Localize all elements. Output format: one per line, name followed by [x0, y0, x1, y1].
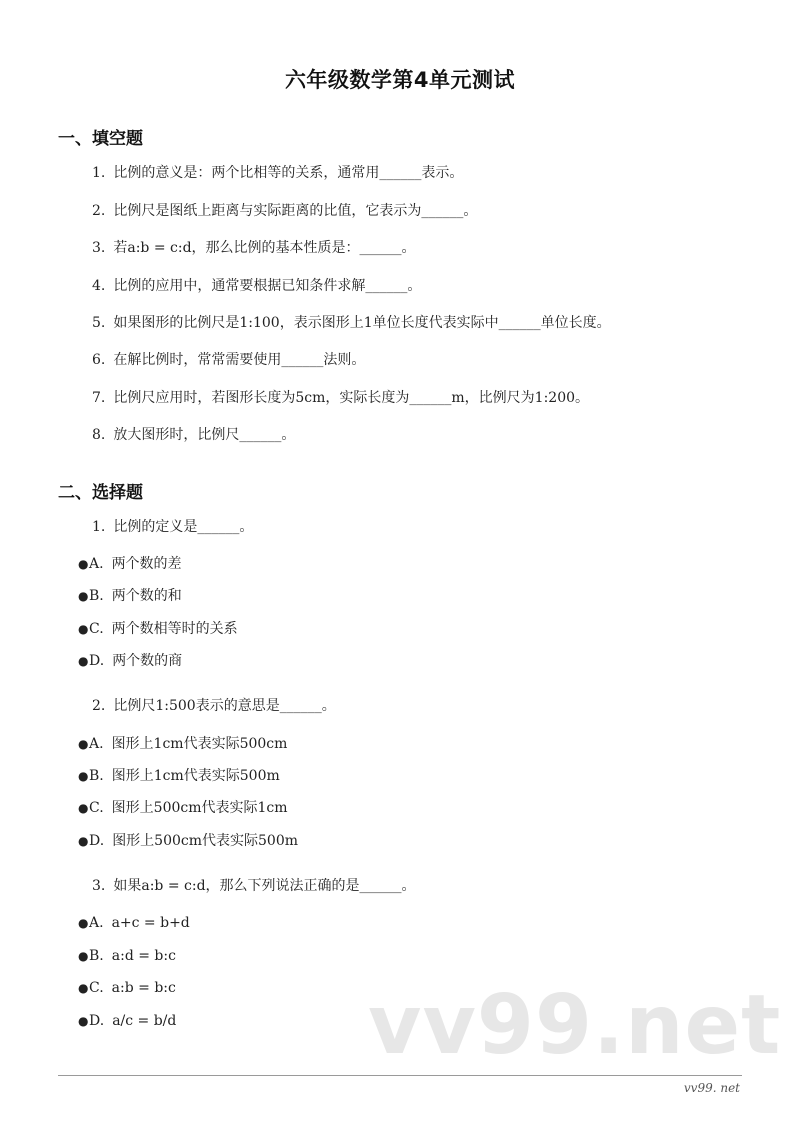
question-number: 1. — [92, 165, 106, 181]
option-text: 两个数的和 — [111, 588, 182, 604]
choice-option — [78, 766, 280, 786]
question-number: 2. — [92, 203, 106, 219]
choice-option — [78, 734, 287, 754]
option-letter: A. — [89, 736, 104, 752]
bullet-icon: ● — [78, 557, 89, 571]
fill-blank-question — [92, 276, 421, 296]
bullet-icon: ● — [78, 916, 89, 930]
question-text: 若a:b = c:d，那么比例的基本性质是：______。 — [113, 240, 416, 256]
footer-site-label: vv99. net — [683, 1081, 740, 1095]
question-text: 比例尺1:500表示的意思是______。 — [113, 698, 336, 714]
choice-option — [78, 651, 182, 671]
question-number: 1. — [92, 519, 106, 535]
option-letter: C. — [89, 800, 104, 816]
choice-option — [78, 1011, 176, 1031]
choice-option — [78, 913, 190, 933]
question-number: 7. — [92, 390, 106, 406]
option-letter: A. — [89, 556, 104, 572]
option-letter: D. — [89, 833, 105, 849]
fill-blank-question — [92, 201, 477, 221]
bullet-icon: ● — [78, 834, 89, 848]
choice-option — [78, 798, 288, 818]
option-letter: B. — [89, 948, 104, 964]
option-letter: A. — [89, 915, 104, 931]
fill-blank-question — [92, 350, 365, 370]
question-number: 6. — [92, 352, 106, 368]
question-number: 4. — [92, 278, 106, 294]
option-letter: C. — [89, 980, 104, 996]
bullet-icon: ● — [78, 949, 89, 963]
question-text: 比例尺是图纸上距离与实际距离的比值，它表示为______。 — [113, 203, 478, 219]
option-text: 图形上1cm代表实际500cm — [111, 736, 288, 752]
question-text: 比例的定义是______。 — [113, 519, 254, 535]
fill-blank-question — [92, 388, 589, 408]
option-text: 图形上500cm代表实际500m — [112, 833, 299, 849]
fill-blank-question — [92, 238, 416, 258]
choice-question — [92, 876, 416, 896]
fill-blank-question — [92, 313, 611, 333]
option-text: 两个数的差 — [111, 556, 182, 572]
question-number: 2. — [92, 698, 106, 714]
option-letter: B. — [89, 588, 104, 604]
question-number: 3. — [92, 240, 106, 256]
option-letter: D. — [89, 653, 105, 669]
choice-option — [78, 978, 176, 998]
option-letter: B. — [89, 768, 104, 784]
option-letter: C. — [89, 621, 104, 637]
question-number: 8. — [92, 427, 106, 443]
option-text: 图形上500cm代表实际1cm — [111, 800, 288, 816]
option-text: 两个数的商 — [112, 653, 183, 669]
choice-option — [78, 554, 182, 574]
question-text: 比例尺应用时，若图形长度为5cm，实际长度为______m，比例尺为1:200。 — [113, 390, 590, 406]
bullet-icon: ● — [78, 981, 89, 995]
fill-blank-question — [92, 425, 295, 445]
question-number: 5. — [92, 315, 106, 331]
question-text: 在解比例时，常常需要使用______法则。 — [113, 352, 366, 368]
page-title: 六年级数学第4单元测试 — [284, 68, 516, 92]
choice-option — [78, 946, 176, 966]
question-text: 如果a:b = c:d，那么下列说法正确的是______。 — [113, 878, 416, 894]
choice-option — [78, 619, 238, 639]
bullet-icon: ● — [78, 737, 89, 751]
bullet-icon: ● — [78, 769, 89, 783]
option-text: a/c = b/d — [112, 1013, 177, 1029]
choice-option — [78, 831, 298, 851]
footer-divider — [58, 1075, 742, 1076]
option-text: a:d = b:c — [111, 948, 176, 964]
question-text: 放大图形时，比例尺______。 — [113, 427, 296, 443]
question-text: 如果图形的比例尺是1:100，表示图形上1单位长度代表实际中______单位长度。 — [113, 315, 611, 331]
option-text: 两个数相等时的关系 — [111, 621, 238, 637]
option-letter: D. — [89, 1013, 105, 1029]
bullet-icon: ● — [78, 654, 89, 668]
option-text: a+c = b+d — [111, 915, 190, 931]
section-heading-fill-blank: 一、填空题 — [58, 129, 143, 149]
watermark: vv99.net — [368, 978, 782, 1073]
choice-option — [78, 586, 182, 606]
question-text: 比例的应用中，通常要根据已知条件求解______。 — [113, 278, 422, 294]
fill-blank-question — [92, 163, 463, 183]
option-text: 图形上1cm代表实际500m — [111, 768, 280, 784]
bullet-icon: ● — [78, 622, 89, 636]
bullet-icon: ● — [78, 1014, 89, 1028]
choice-question — [92, 517, 253, 537]
bullet-icon: ● — [78, 589, 89, 603]
question-text: 比例的意义是：两个比相等的关系，通常用______表示。 — [113, 165, 464, 181]
section-heading-multiple-choice: 二、选择题 — [58, 483, 143, 503]
question-number: 3. — [92, 878, 106, 894]
choice-question — [92, 696, 336, 716]
bullet-icon: ● — [78, 801, 89, 815]
option-text: a:b = b:c — [111, 980, 176, 996]
